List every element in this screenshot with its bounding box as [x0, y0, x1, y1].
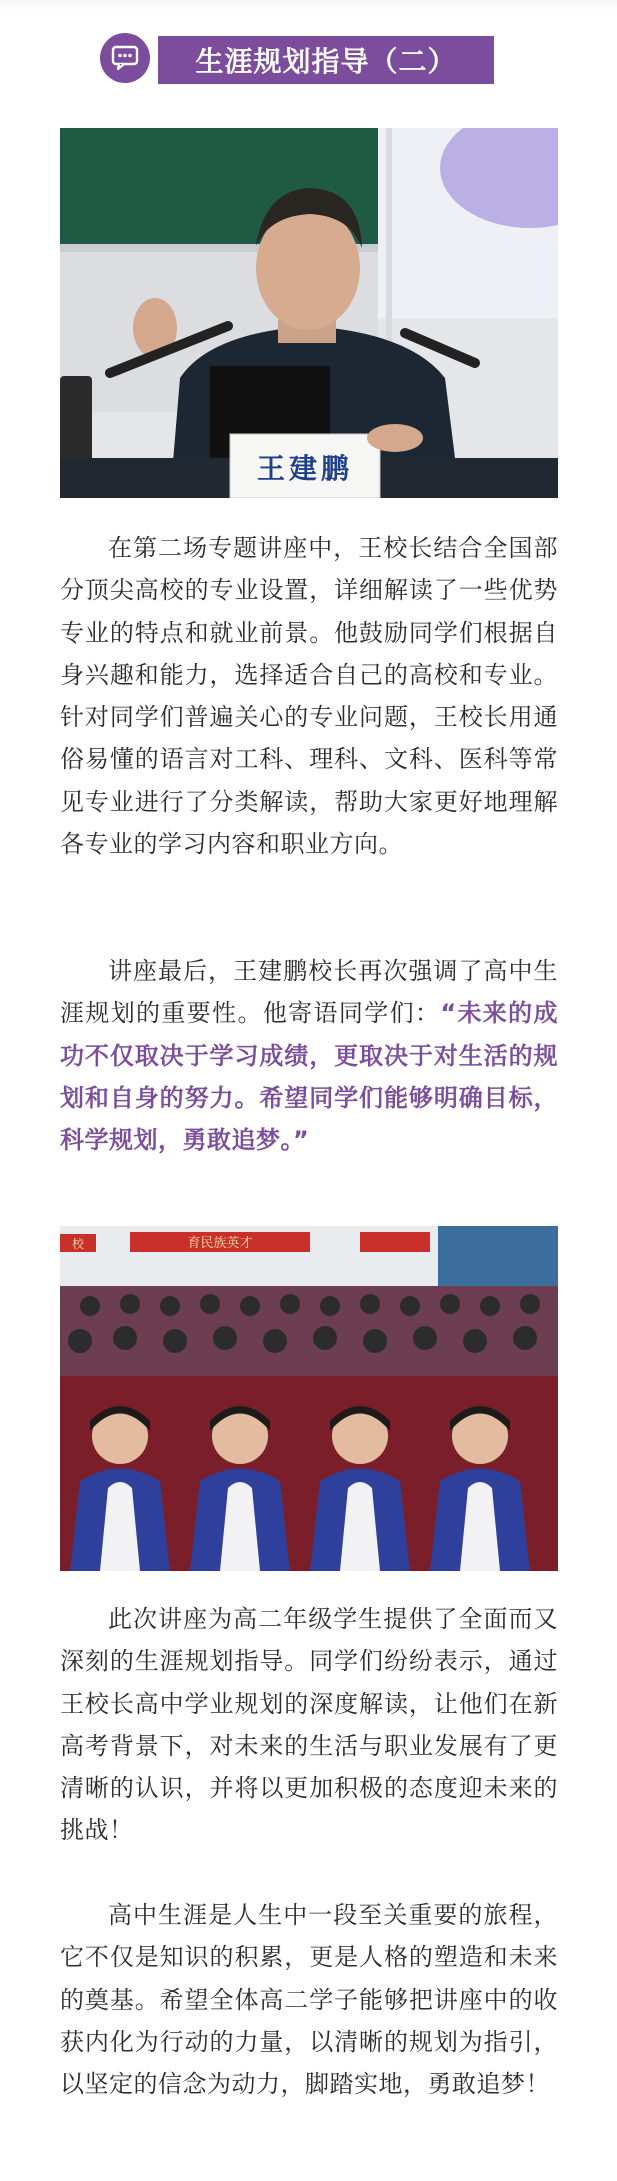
paragraph-2-lead: 讲座最后，王建鹏校长再次强调了高中生涯规划的重要性。他寄语同学们： [60, 957, 558, 1028]
section-header [100, 30, 500, 88]
students-audience-photo [60, 1226, 558, 1571]
section-title: 生涯规划指导（二） [158, 36, 494, 84]
paragraph-1: 在第二场专题讲座中，王校长结合全国部分顶尖高校的专业设置，详细解读了一些优势专业的特点和就业前景。他鼓励同学们根据自身兴趣和能力，选择适合自己的高校和专业。针对同学们普遍关心的专业问题，王校长用通俗易懂的语言对工科、理科、文科、医科等常见专业进行了分类解读，帮助大家更好地理解各专业的学习内容和职业方向。 [60, 534, 558, 859]
lecture-speaker-photo [60, 128, 558, 498]
paragraph-2 [60, 950, 558, 1161]
speaker-nameplate: 王建鹏 [256, 452, 354, 485]
chat-bubble-icon [100, 33, 150, 83]
top-divider [0, 0, 617, 10]
principal-quote: “未来的成功不仅取决于学习成绩，更取决于对生活的规划和自身的努力。希望同学们能够明确目标，科学规划，勇敢追梦。” [60, 999, 559, 1155]
paragraph-3: 此次讲座为高二年级学生提供了全面而又深刻的生涯规划指导。同学们纷纷表示，通过王校长高中学业规划的深度解读，让他们在新高考背景下，对未来的生活与职业发展有了更清晰的认识，并将以更加积极的态度迎未来的挑战！ [60, 1605, 558, 1845]
banner-left-text: 校 [72, 1237, 85, 1251]
paragraph-4: 高中生涯是人生中一段至关重要的旅程，它不仅是知识的积累，更是人格的塑造和未来的奠基。希望全体高二学子能够把讲座中的收获内化为行动的力量，以清晰的规划为指引，以坚定的信念为动力，脚踏实地，勇敢追梦！ [60, 1901, 558, 2099]
banner-center-text: 育民族英才 [187, 1236, 253, 1251]
